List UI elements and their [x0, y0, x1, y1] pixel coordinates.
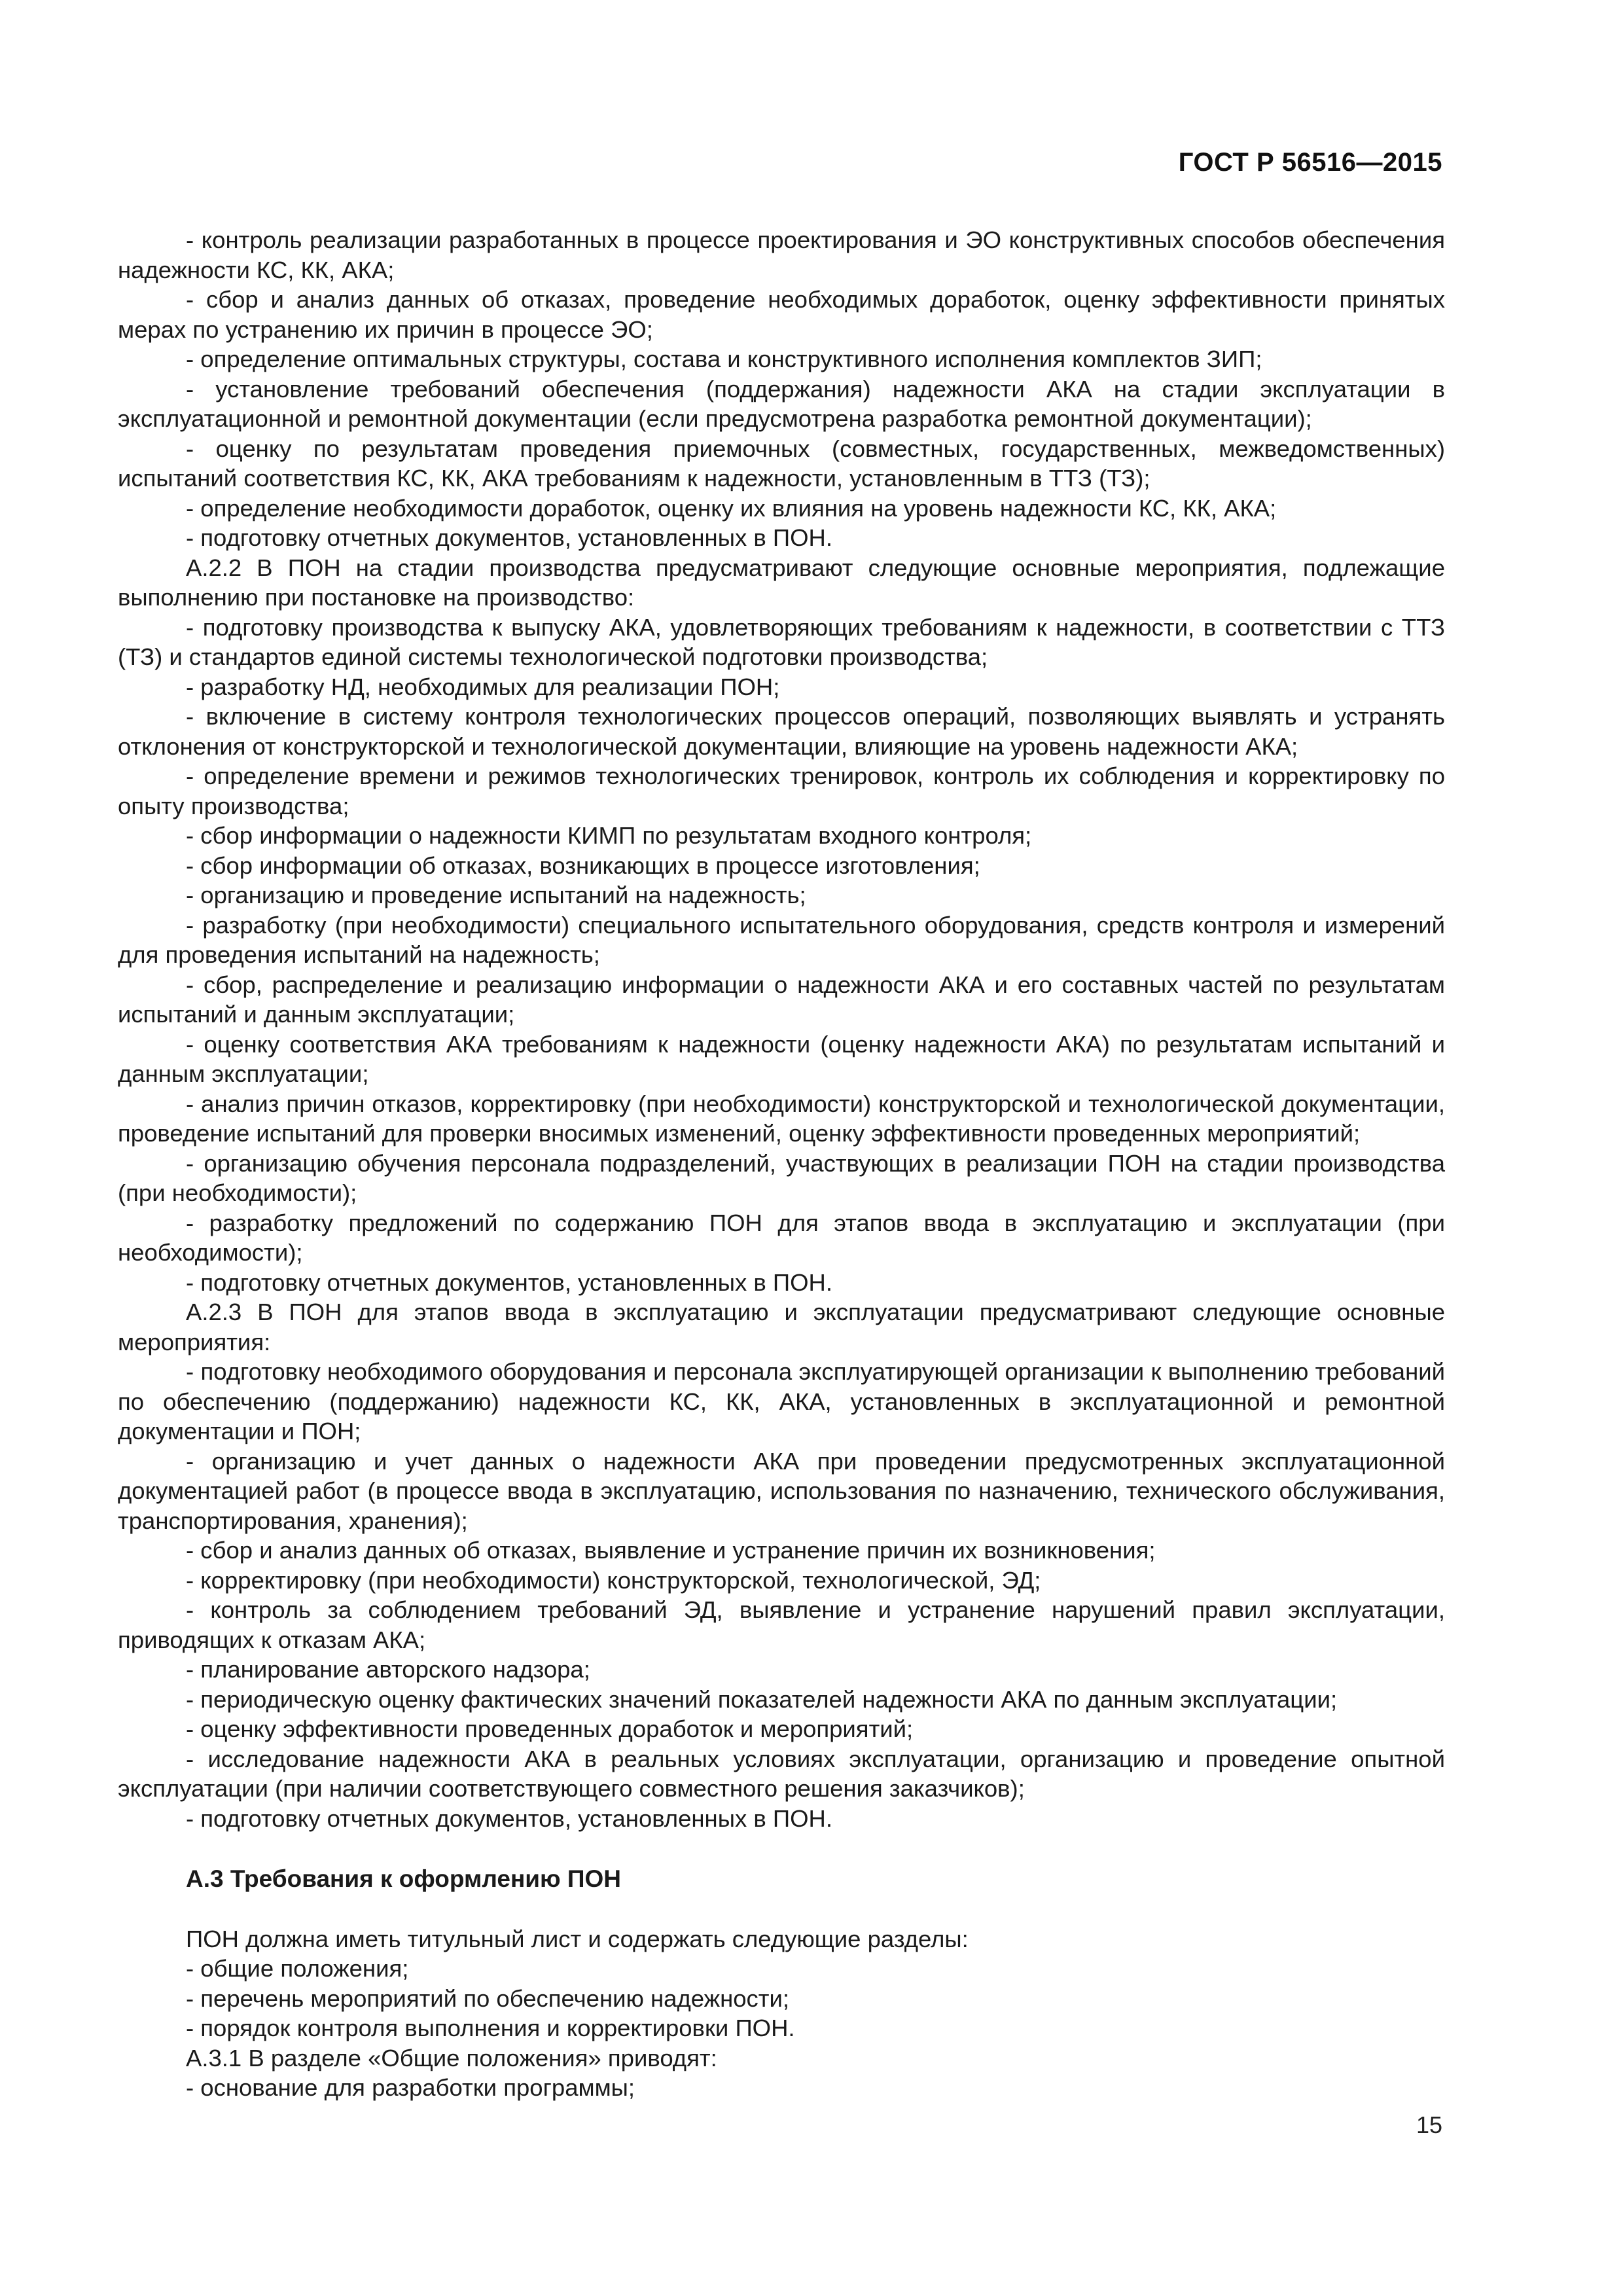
list-item: - перечень мероприятий по обеспечению надежности;: [186, 1984, 790, 2012]
paragraph: - определение времени и режимов технологических тренировок, контроль их соблюдения и корректировку по опыту производства;: [118, 762, 1445, 819]
paragraph: - сбор и анализ данных об отказах, выявление и устранение причин их возникновения;: [186, 1537, 1156, 1564]
document-code: ГОСТ Р 56516—2015: [1178, 148, 1442, 177]
clause-a-3-1: А.3.1 В разделе «Общие положения» приводят:: [186, 2044, 717, 2072]
paragraph: - исследование надежности АКА в реальных условиях эксплуатации, организацию и проведение опытной эксплуатации (при наличии соответствующего совместного решения заказчиков);: [118, 1745, 1445, 1802]
paragraph: - оценку по результатам проведения приемочных (совместных, государственных, межведомственных) испытаний соответствия КС, КК, АКА требованиям к надежности, установленным в ТТЗ (ТЗ);: [118, 435, 1445, 492]
paragraph: - подготовку отчетных документов, установленных в ПОН.: [186, 524, 832, 551]
paragraph: - установление требований обеспечения (поддержания) надежности АКА на стадии эксплуатации в эксплуатационной и ремонтной документации (если предусмотрена разработка ремонтной документации);: [118, 375, 1445, 432]
paragraph: - сбор и анализ данных об отказах, проведение необходимых доработок, оценку эффективности принятых мерах по устранению их причин в процессе ЭО;: [118, 286, 1445, 343]
document-body: [118, 225, 1445, 2103]
paragraph: - анализ причин отказов, корректировку (при необходимости) конструкторской и технологической документации, проведение испытаний для проверки вносимых изменений, оценку эффективности проведенных мероприятий;: [118, 1090, 1445, 1147]
paragraph: - подготовку отчетных документов, установленных в ПОН.: [186, 1268, 832, 1296]
clause-a-2-2: А.2.2 В ПОН на стадии производства предусматривают следующие основные мероприятия, подлежащие выполнению при постановке на производство:: [118, 554, 1445, 611]
paragraph: - включение в систему контроля технологических процессов операций, позволяющих выявлять и устранять отклонения от конструкторской и технологической документации, влияющие на уровень надежности АКА;: [118, 703, 1445, 760]
paragraph: - корректировку (при необходимости) конструкторской, технологической, ЭД;: [186, 1566, 1041, 1594]
paragraph: - сбор информации об отказах, возникающих в процессе изготовления;: [186, 852, 980, 879]
paragraph: - подготовку отчетных документов, установленных в ПОН.: [186, 1804, 832, 1832]
paragraph: - сбор, распределение и реализацию информации о надежности АКА и его составных частей по результатам испытаний и данным эксплуатации;: [118, 971, 1445, 1028]
list-item: - основание для разработки программы;: [186, 2074, 635, 2101]
paragraph: - организацию и учет данных о надежности АКА при проведении предусмотренных эксплуатационной документацией работ (в процессе ввода в эксплуатацию, использования по назначению, технического обслуживания, транспортирования, хранения);: [118, 1447, 1445, 1534]
list-item: - порядок контроля выполнения и корректировки ПОН.: [186, 2015, 795, 2041]
paragraph: - оценку соответствия АКА требованиям к надежности (оценку надежности АКА) по результатам испытаний и данным эксплуатации;: [118, 1030, 1445, 1087]
paragraph: - разработку НД, необходимых для реализации ПОН;: [186, 673, 780, 700]
paragraph: - определение оптимальных структуры, состава и конструктивного исполнения комплектов ЗИП;: [186, 346, 1262, 372]
section-a3-body: [118, 1924, 1445, 2103]
paragraph: - определение необходимости доработок, оценку их влияния на уровень надежности КС, КК, АКА;: [186, 494, 1277, 522]
paragraph: - планирование авторского надзора;: [186, 1656, 590, 1683]
paragraph: - подготовку производства к выпуску АКА, удовлетворяющих требованиям к надежности, в соответствии с ТТЗ (ТЗ) и стандартов единой системы технологической подготовки производства;: [118, 613, 1445, 670]
paragraph: - сбор информации о надежности КИМП по результатам входного контроля;: [186, 822, 1032, 849]
requirements-list: [118, 225, 1445, 1833]
clause-a-2-3: А.2.3 В ПОН для этапов ввода в эксплуатацию и эксплуатации предусматривают следующие основные мероприятия:: [118, 1299, 1445, 1355]
page-number: 15: [1416, 2111, 1442, 2138]
paragraph: - контроль за соблюдением требований ЭД, выявление и устранение нарушений правил эксплуатации, приводящих к отказам АКА;: [118, 1596, 1445, 1653]
paragraph: - организацию и проведение испытаний на надежность;: [186, 882, 806, 908]
paragraph: - периодическую оценку фактических значений показателей надежности АКА по данным эксплуатации;: [186, 1685, 1338, 1713]
section-heading: А.3 Требования к оформлению ПОН: [186, 1865, 622, 1892]
paragraph: - подготовку необходимого оборудования и персонала эксплуатирующей организации к выполнению требований по обеспечению (поддержанию) надежности КС, КК, АКА, установленных в эксплуатационной и ремонтной документации и ПОН;: [118, 1358, 1445, 1444]
paragraph: - организацию обучения персонала подразделений, участвующих в реализации ПОН на стадии производства (при необходимости);: [118, 1149, 1445, 1206]
paragraph: - разработку предложений по содержанию ПОН для этапов ввода в эксплуатацию и эксплуатации (при необходимости);: [118, 1209, 1445, 1266]
list-item: - общие положения;: [186, 1955, 409, 1982]
paragraph: - контроль реализации разработанных в процессе проектирования и ЭО конструктивных способов обеспечения надежности КС, КК, АКА;: [118, 226, 1445, 283]
paragraph: - разработку (при необходимости) специального испытательного оборудования, средств контроля и измерений для проведения испытаний на надежность;: [118, 911, 1445, 968]
paragraph: ПОН должна иметь титульный лист и содержать следующие разделы:: [186, 1925, 969, 1952]
paragraph: - оценку эффективности проведенных доработок и мероприятий;: [186, 1715, 914, 1742]
